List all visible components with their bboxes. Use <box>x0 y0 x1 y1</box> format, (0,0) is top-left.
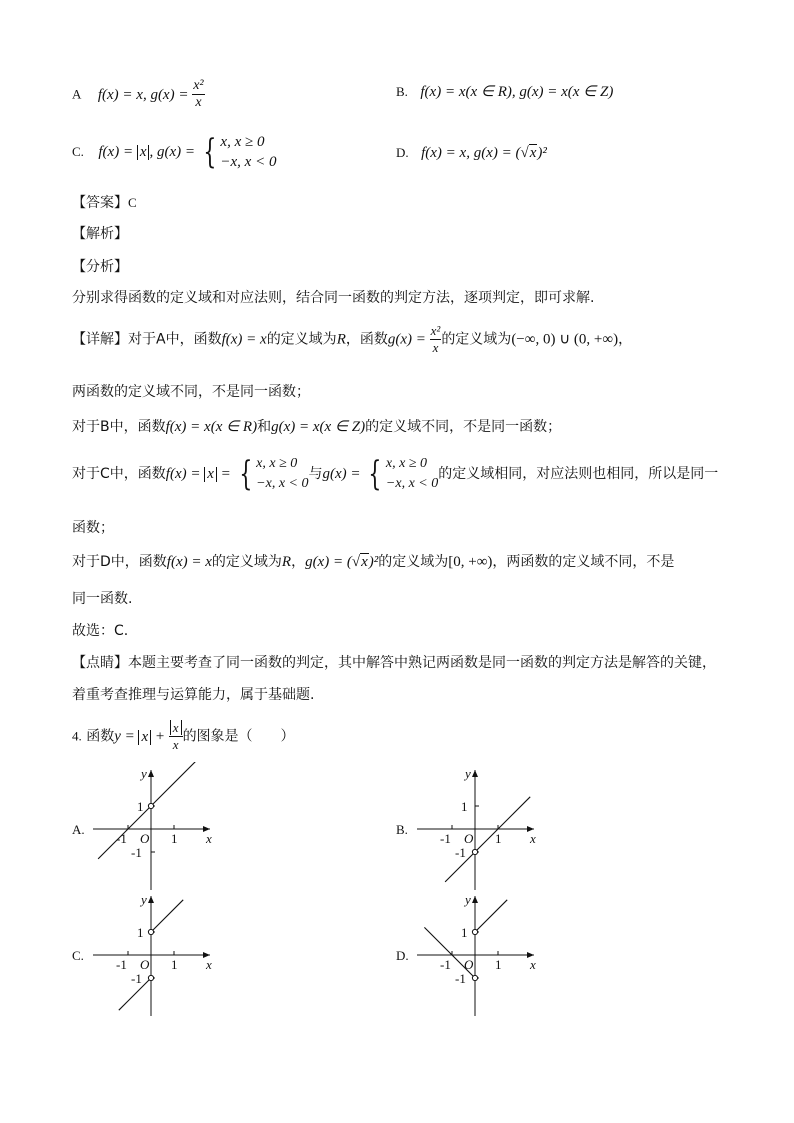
option-a-expr: f(x) = x, g(x) = <box>97 86 193 103</box>
detail-b-line <box>72 416 561 436</box>
y-axis-label: y <box>141 766 147 781</box>
origin-label: O <box>140 957 150 972</box>
math: g(x) = <box>322 466 365 482</box>
tick-label-one: 1 <box>171 831 178 846</box>
option-b-label: B. <box>396 84 408 99</box>
tick-label-neg-one-y: -1 <box>455 845 466 860</box>
math: [0, +∞) <box>448 554 493 570</box>
case-line: −x, x < 0 <box>220 154 277 170</box>
text: ， <box>618 331 633 348</box>
y-axis-label: y <box>465 766 471 781</box>
text: 与 <box>308 466 323 482</box>
origin-label: O <box>140 831 150 846</box>
tick-label-one-y: 1 <box>137 799 144 814</box>
dianjing-line1 <box>72 652 716 672</box>
graph-a <box>88 762 218 892</box>
graph-line <box>475 900 507 932</box>
detail-c-line2: 函数； <box>72 520 114 536</box>
option-a-label: A <box>72 86 82 102</box>
left-brace: { <box>368 454 382 494</box>
detail-a-line <box>72 323 632 356</box>
fraction-denominator: x <box>169 736 183 753</box>
option-b <box>396 82 613 101</box>
sqrt-radicand: x <box>361 554 368 570</box>
choose-line: 故选：C. <box>72 623 129 639</box>
math: f(x) = <box>165 466 205 482</box>
open-point <box>148 929 153 934</box>
left-brace: { <box>203 132 217 172</box>
open-point <box>472 929 477 934</box>
option-c-label: C. <box>72 144 84 159</box>
case-line: x, x ≥ 0 <box>385 456 428 471</box>
option-d-label: D. <box>396 145 409 160</box>
open-point <box>472 975 477 980</box>
detail-tag: 【详解】 <box>72 331 128 348</box>
graph-d <box>412 888 542 1018</box>
x-axis-label: x <box>530 957 536 972</box>
graph-line <box>151 900 183 932</box>
tick-label-one: 1 <box>495 831 502 846</box>
text: 的定义域为 <box>441 331 512 348</box>
sqrt-radicand: x <box>529 145 537 161</box>
y-axis-label: y <box>465 892 471 907</box>
tick-label-neg-one-y: -1 <box>455 971 466 986</box>
text: 的定义域为 <box>211 554 282 570</box>
tick-label-one: 1 <box>171 957 178 972</box>
text: ，函数 <box>345 331 388 348</box>
analysis-tag: 【解析】 <box>72 226 128 242</box>
tick-label-neg-one: -1 <box>440 957 451 972</box>
y-axis-label: y <box>141 892 147 907</box>
option-d-tail: )² <box>537 145 547 161</box>
open-point <box>148 803 153 808</box>
math: (−∞, 0) ∪ (0, +∞) <box>511 331 619 348</box>
dianjing-tag: 【点睛】 <box>72 655 128 671</box>
question-number: 4. <box>72 728 82 744</box>
open-point <box>148 975 153 980</box>
text: 对于C中，函数 <box>72 466 166 482</box>
fraction-denominator: x <box>192 94 204 111</box>
math: )² <box>368 554 379 570</box>
origin-label: O <box>464 831 474 846</box>
tick-label-neg-one: -1 <box>116 957 127 972</box>
case-line: −x, x < 0 <box>385 476 439 491</box>
abs-value: x <box>204 467 217 482</box>
math: g(x) = x(x ∈ Z) <box>271 419 366 435</box>
tick-label-neg-one: -1 <box>440 831 451 846</box>
detail-a-line2: 两函数的定义域不同，不是同一函数； <box>72 384 310 400</box>
origin-label: O <box>464 957 474 972</box>
option-b-expr: f(x) = x(x ∈ R), g(x) = x(x ∈ Z) <box>420 84 614 100</box>
option-c-f: f(x) = <box>98 144 137 160</box>
answer-line <box>72 192 137 212</box>
detail-d-line: 对于D中，函数f(x) = x的定义域为R，g(x) = (√x)²的定义域为[0, +∞)，两函数的定义域不同，不是 <box>72 554 675 570</box>
piecewise-cases <box>220 132 276 172</box>
math: g(x) = <box>387 331 430 348</box>
text: 和 <box>257 419 272 435</box>
tick-label-one-y: 1 <box>461 799 468 814</box>
case-line: x, x ≥ 0 <box>256 456 298 471</box>
x-axis-label: x <box>206 831 212 846</box>
dianjing-line2: 着重考查推理与运算能力，属于基础题. <box>72 687 315 703</box>
piecewise-cases <box>386 454 438 494</box>
y-axis-arrow <box>148 770 154 777</box>
text: ， <box>291 554 306 570</box>
y-axis-arrow <box>472 896 478 903</box>
text: 函数 <box>86 728 115 745</box>
option-a <box>72 78 205 111</box>
tick-label-one-y: 1 <box>461 925 468 940</box>
math: R <box>281 554 292 570</box>
tick-label-neg-one-y: -1 <box>131 845 142 860</box>
fraction-numerator: x² <box>430 323 441 338</box>
text: 的定义域相同，对应法则也相同，所以是同一 <box>438 466 719 482</box>
x-axis-label: x <box>206 957 212 972</box>
answer-value: C <box>128 195 137 210</box>
detail-c-line <box>72 454 718 494</box>
fraction <box>169 720 183 753</box>
option-c-g: , g(x) = <box>149 144 199 160</box>
graph-b <box>412 762 542 892</box>
fraction-denominator: x <box>430 339 442 356</box>
option-d-f: f(x) = x, g(x) = ( <box>421 145 521 161</box>
answer-tag: 【答案】 <box>72 195 128 211</box>
math: g(x) = ( <box>305 554 352 570</box>
graph-c-label: C. <box>72 948 84 963</box>
open-point <box>472 849 477 854</box>
math: f(x) = x <box>166 554 212 570</box>
math: R <box>336 331 346 348</box>
tick-label-neg-one-y: -1 <box>131 971 142 986</box>
fraction-numerator: x² <box>193 78 204 93</box>
graph-d-label: D. <box>396 948 409 963</box>
tick-label-one-y: 1 <box>137 925 144 940</box>
x-axis-label: x <box>530 831 536 846</box>
text: 的图象是（ ） <box>182 728 295 745</box>
math: f(x) = x(x ∈ R) <box>165 419 258 435</box>
text: ，两函数的定义域不同，不是 <box>492 554 675 570</box>
text: 的定义域为 <box>378 554 449 570</box>
abs-value: x <box>138 730 151 745</box>
case-line: x, x ≥ 0 <box>220 134 265 150</box>
text: 的定义域不同，不是同一函数； <box>365 419 562 435</box>
math: + <box>151 728 169 745</box>
option-d: D. f(x) = x, g(x) = (√x)² <box>396 145 547 161</box>
text: 本题主要考查了同一函数的判定，其中解答中熟记两函数是同一函数的判定方法是解答的关键， <box>128 655 716 671</box>
text: 的定义域为 <box>266 331 337 348</box>
left-brace: { <box>238 454 252 494</box>
text: 对于A中，函数 <box>128 331 222 348</box>
fenxi-text: 分别求得函数的定义域和对应法则，结合同一函数的判定方法，逐项判定，即可求解. <box>72 290 595 306</box>
question-4 <box>72 720 295 753</box>
math: y = <box>114 728 139 745</box>
fraction-numerator: x <box>170 720 182 735</box>
option-c <box>72 132 276 172</box>
y-axis-arrow <box>472 770 478 777</box>
graph-line <box>445 797 530 882</box>
tick-label-one: 1 <box>495 957 502 972</box>
fenxi-tag: 【分析】 <box>72 259 128 275</box>
math: f(x) = x <box>221 331 267 348</box>
fraction <box>430 323 442 356</box>
tick-label-neg-one: -1 <box>116 831 127 846</box>
option-a-fraction <box>192 78 204 111</box>
graph-b-label: B. <box>396 822 408 837</box>
text: 对于B中，函数 <box>72 419 166 435</box>
piecewise-cases <box>256 454 308 494</box>
detail-d-line2: 同一函数. <box>72 591 133 607</box>
case-line: −x, x < 0 <box>256 476 309 491</box>
graph-c <box>88 888 218 1018</box>
graph-a-label: A. <box>72 822 85 837</box>
math: = <box>216 466 235 482</box>
text: 对于D中，函数 <box>72 554 167 570</box>
abs-value: x <box>137 145 150 160</box>
y-axis-arrow <box>148 896 154 903</box>
